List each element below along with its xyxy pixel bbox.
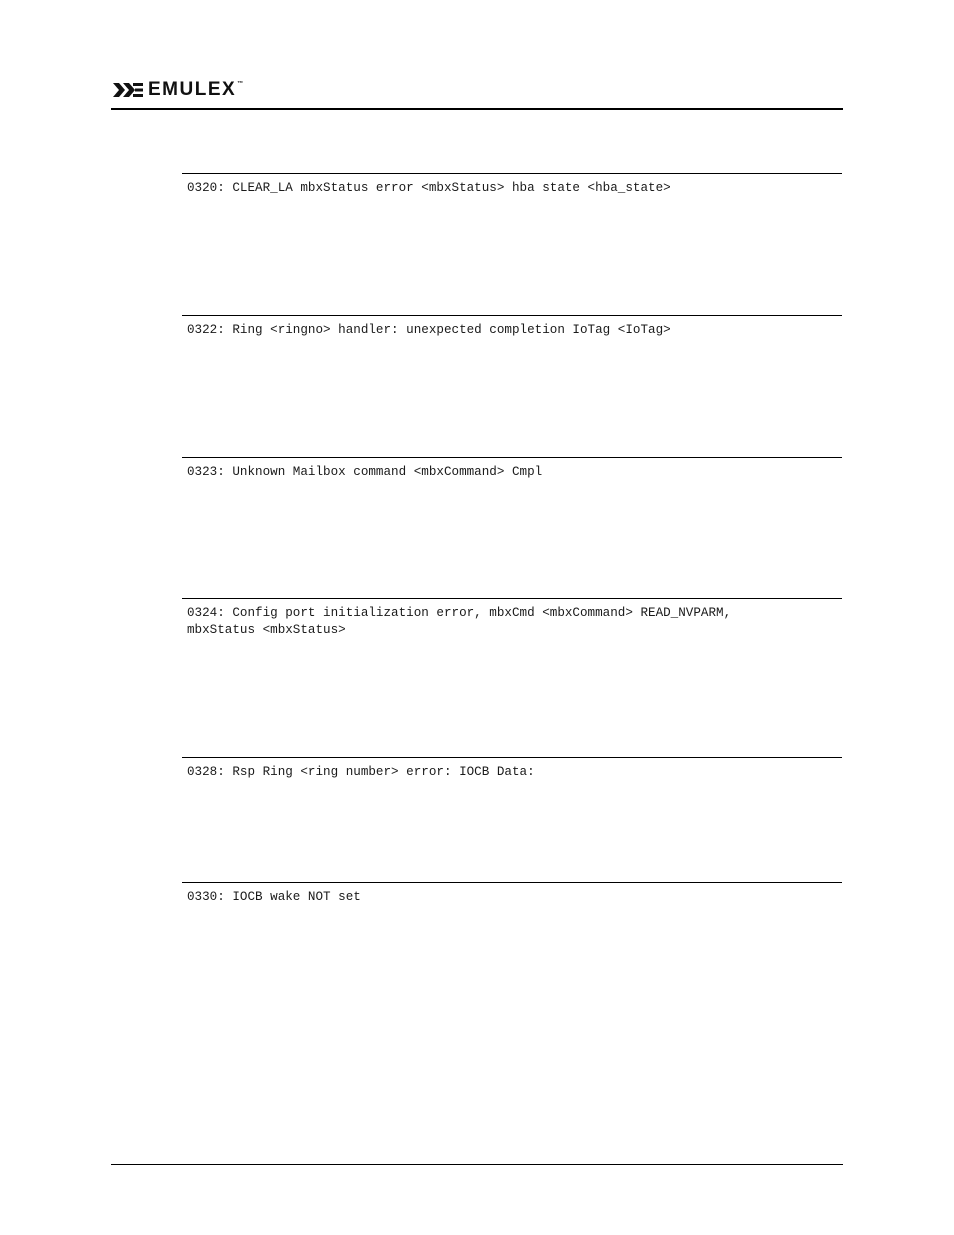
message-entry-0322 — [182, 315, 842, 339]
message-text — [182, 599, 842, 639]
message-entry-0328 — [182, 757, 842, 781]
message-text — [182, 758, 842, 781]
message-line: 0322: Ring <ringno> handler: unexpected completion IoTag <IoTag> — [187, 323, 671, 337]
message-text — [182, 316, 842, 339]
message-text — [182, 458, 842, 481]
message-text — [182, 883, 842, 906]
footer-divider — [111, 1164, 843, 1165]
logo-wordmark: EMULEX™ — [148, 79, 245, 100]
message-entry-0320 — [182, 173, 842, 197]
header-divider — [111, 108, 843, 110]
message-entry-0330 — [182, 882, 842, 906]
message-entry-0324 — [182, 598, 842, 639]
message-line-continued: mbxStatus <mbxStatus> — [187, 623, 346, 637]
message-line: 0323: Unknown Mailbox command <mbxCommand> Cmpl — [187, 465, 543, 479]
message-line: 0330: IOCB wake NOT set — [187, 890, 361, 904]
emulex-logo-mark-icon — [112, 81, 144, 99]
logo-trademark: ™ — [237, 81, 245, 87]
message-line: 0324: Config port initialization error, mbxCmd <mbxCommand> READ_NVPARM, — [187, 606, 732, 620]
message-line: 0328: Rsp Ring <ring number> error: IOCB Data: — [187, 765, 535, 779]
message-line: 0320: CLEAR_LA mbxStatus error <mbxStatus> hba state <hba_state> — [187, 181, 671, 195]
message-text — [182, 174, 842, 197]
emulex-logo — [112, 80, 245, 100]
message-entry-0323 — [182, 457, 842, 481]
